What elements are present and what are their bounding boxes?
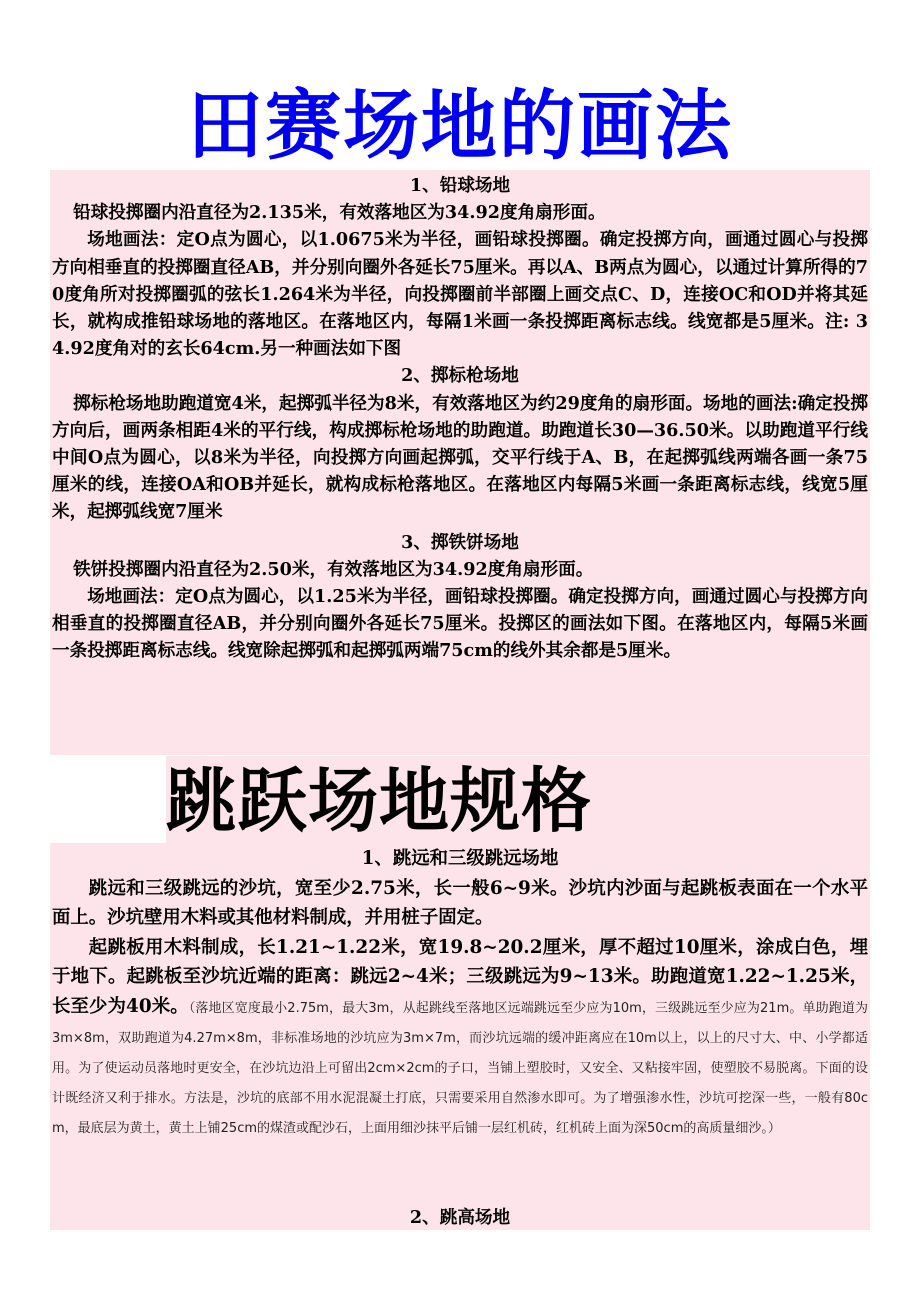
- longjump-heading: 1、跳远和三级跳远场地: [361, 848, 559, 869]
- longjump-paragraph-1: 跳远和三级跳远的沙坑，宽至少2.75米，长一般6~9米。沙坑内沙面与起跳板表面在一个水平面上。沙坑壁用木料或其他材料制成，并用桩子固定。: [52, 877, 868, 928]
- main-title: 田赛场地的画法: [187, 81, 733, 170]
- highjump-text-block: [52, 1204, 868, 1231]
- discus-paragraph-1: 铁饼投掷圈内沿直径为2.50米，有效落地区为34.92度角扇形面。: [73, 558, 594, 580]
- longjump-note: （落地区宽度最小2.75m，最大3m，从起跳线至落地区远端跳远至少应为10m，三级跳远至少应为21m。单助跑道为3m×8m，双助跑道为4.27m×8m，非标准场地的沙坑应为3m×7m，而沙坑远端的缓冲距离应在10m以上，以上的尺寸大、中、小学都适用。为了使运动员落地时更安全，在沙坑边沿上可留出2cm×2cm的子口，当铺上塑胶时，又安全、又粘接牢固，使塑胶不易脱离。下面的设计既经济又利于排水。方法是，沙坑的底部不用水泥混凝土打底，只需要采用自然渗水即可。为了增强渗水性，沙坑可挖深一些，一般有80cm，最底层为黄土，黄土上铺25cm的煤渣或配沙石，上面用细沙抹平后铺一层红机砖，红机砖上面为深50cm的高质量细沙。）: [52, 1000, 868, 1136]
- longjump-paragraph-2: [52, 933, 868, 1142]
- shot-heading: 1、铅球场地: [409, 175, 511, 196]
- shot-paragraph-1: 铅球投掷圈内沿直径为2.135米，有效落地区为34.92度角扇形面。: [73, 202, 606, 224]
- jump-title: 跳跃场地规格: [166, 760, 592, 842]
- jumping-text-block: [52, 844, 868, 1142]
- shot-paragraph-2: 场地画法：定O点为圆心，以1.0675米为半径，画铅球投掷圈。确定投掷方向，画通过圆心与投掷方向相垂直的投掷圈直径AB，并分别向圈外各延长75厘米。再以A、B两点为圆心，以通过计算所得的70度角所对投掷圈弧的弦长1.264米为半径，向投掷圈前半部圈上画交点C、D，连接OC和OD并将其延长，就构成推铅球场地的落地区。在落地区内，每隔1米画一条投掷距离标志线。线宽都是5厘米。注: 34.92度角对的玄长64cm.另一种画法如下图: [52, 229, 868, 360]
- throwing-text-block: [52, 172, 868, 665]
- javelin-paragraph-1: 掷标枪场地助跑道宽4米，起掷弧半径为8米，有效落地区为约29度角的扇形面。场地的画法:确定投掷方向后，画两条相距4米的平行线，构成掷标枪场地的助跑道。助跑道长30—36.50米。以助跑道平行线中间O点为圆心，以8米为半径，向投掷方向画起掷弧，交平行线于A、B，在起掷弧线两端各画一条75厘米的线，连接OA和OB并延长，就构成标枪落地区。在落地区内每隔5米画一条距离标志线，线宽5厘米，起掷弧线宽7厘米: [52, 392, 868, 523]
- highjump-heading: 2、跳高场地: [409, 1207, 511, 1228]
- longjump-paragraph-2-text: 起跳板用木料制成，长1.21~1.22米，宽19.8~20.2厘米，厚不超过10厘米，涂成白色，埋于地下。起跳板至沙坑近端的距离：跳远2~4米；三级跳远为9~13米。助跑道宽1.22~1.25米，长至少为40米。: [52, 936, 868, 1017]
- javelin-heading: 2、掷标枪场地: [401, 365, 519, 387]
- discus-paragraph-2: 场地画法：定O点为圆心，以1.25米为半径，画铅球投掷圈。确定投掷方向，画通过圆心与投掷方向相垂直的投掷圈直径AB，并分别向圈外各延长75厘米。投掷区的画法如下图。在落地区内，每隔5米画一条投掷距离标志线。线宽除起掷弧和起掷弧两端75cm的线外其余都是5厘米。: [52, 586, 868, 662]
- discus-heading: 3、掷铁饼场地: [401, 531, 519, 553]
